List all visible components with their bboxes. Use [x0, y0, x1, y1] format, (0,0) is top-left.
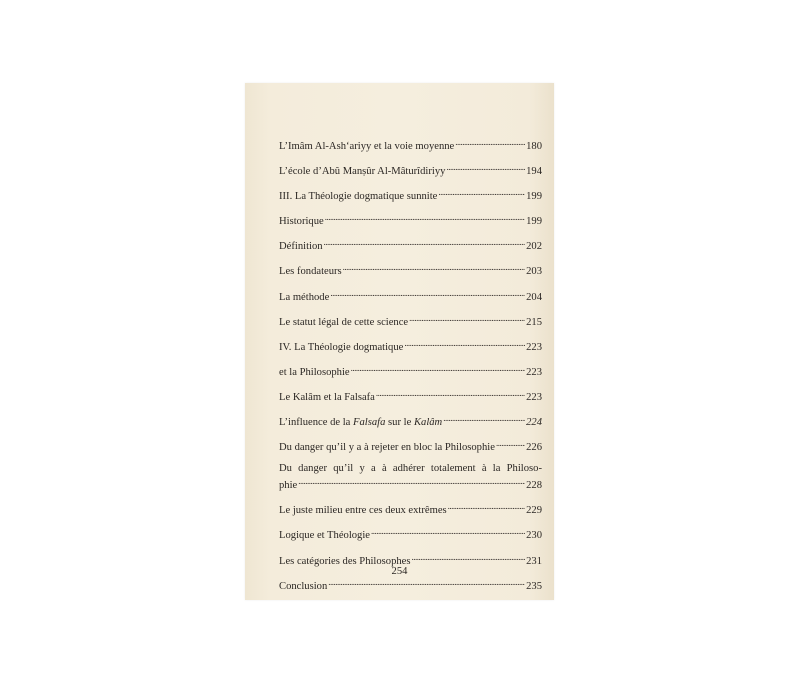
dot-leader — [298, 475, 525, 488]
dot-leader — [343, 261, 525, 274]
toc-entry-page: 180 — [526, 141, 542, 152]
toc-entry-label-line2: phie — [279, 480, 298, 492]
toc-entry-label — [279, 416, 442, 429]
book-page — [245, 83, 554, 600]
toc-entry-danger-adherer — [279, 462, 542, 492]
toc-entry — [279, 337, 542, 354]
dot-leader — [404, 337, 525, 350]
toc-entry-page: 235 — [526, 580, 542, 592]
dot-leader — [446, 161, 525, 174]
toc-entry — [279, 186, 542, 203]
toc-entry-label: IV. La Théologie dogmatique — [279, 341, 404, 353]
toc-entry-label: III. La Théologie dogmatique sunnite — [279, 191, 438, 203]
toc-entry-label: L’Imâm Al-Ash‘ariyy et la voie moyenne — [279, 141, 455, 152]
toc-entry-label: Le juste milieu entre ces deux extrêmes — [279, 505, 447, 517]
toc-entry-label: Définition — [279, 241, 323, 253]
dot-leader — [330, 287, 525, 300]
toc-entry-label: Les catégories des Philosophes — [279, 555, 411, 567]
toc-entry-label: Historique — [279, 216, 324, 228]
page-number: 254 — [391, 566, 408, 577]
dot-leader — [325, 211, 525, 224]
toc-entry-label: Le statut légal de cette science — [279, 316, 409, 328]
toc-entry-label: Le Kalâm et la Falsafa — [279, 391, 375, 403]
dot-leader — [324, 236, 526, 249]
toc-entry — [279, 576, 542, 593]
table-of-contents — [279, 136, 542, 601]
toc-entry-label: Logique et Théologie — [279, 530, 371, 542]
toc-entry-label: et la Philosophie — [279, 366, 350, 378]
dot-leader — [409, 312, 525, 325]
toc-entry-page: 224 — [526, 417, 542, 429]
dot-leader — [455, 136, 525, 149]
toc-entry-label: Les fondateurs — [279, 266, 342, 278]
dot-leader — [448, 500, 525, 513]
toc-entry — [279, 136, 542, 153]
dot-leader — [376, 387, 525, 400]
toc-entry — [279, 500, 542, 517]
toc-entry — [279, 312, 542, 329]
toc-entry-page: 194 — [526, 166, 542, 178]
label-part: L’influence de la — [279, 417, 354, 429]
toc-entry — [279, 236, 542, 253]
toc-entry-influence — [279, 412, 542, 429]
toc-entry — [279, 261, 542, 278]
label-part-italic: Falsafa — [353, 417, 386, 429]
dot-leader — [371, 525, 525, 538]
toc-entry — [279, 287, 542, 304]
toc-entry-page: 223 — [526, 391, 542, 403]
toc-entry — [279, 161, 542, 178]
toc-entry — [279, 551, 542, 568]
toc-entry-label: Du danger qu’il y a à rejeter en bloc la Philosophie — [279, 442, 495, 454]
toc-entry-line2 — [279, 475, 542, 492]
toc-entry-page: 223 — [526, 366, 542, 378]
toc-entry-page: 226 — [526, 442, 542, 454]
toc-entry-page: 199 — [526, 216, 542, 228]
toc-entry — [279, 362, 542, 379]
toc-entry-label: L’école d’Abû Manṣûr Al-Mâturîdiriyy — [279, 166, 446, 178]
toc-entry-label-line1: Du danger qu’il y a à adhérer totalement à la Philoso- — [279, 463, 542, 475]
label-part-italic: Kalâm — [413, 417, 443, 429]
toc-entry-label: La méthode — [279, 291, 330, 303]
toc-entry-page: 203 — [526, 266, 542, 278]
dot-leader — [351, 362, 525, 375]
toc-entry-page: 228 — [526, 480, 542, 492]
toc-entry — [279, 525, 542, 542]
label-part: sur le — [385, 417, 414, 429]
toc-entry-page: 230 — [526, 530, 542, 542]
dot-leader — [412, 551, 526, 564]
toc-entry-page: 229 — [526, 505, 542, 517]
toc-entry-label: Conclusion — [279, 580, 328, 592]
toc-entry-danger-rejeter — [279, 437, 542, 454]
dot-leader — [496, 437, 525, 450]
toc-entry-page: 204 — [526, 291, 542, 303]
dot-leader — [438, 186, 525, 199]
dot-leader — [328, 576, 525, 589]
toc-entry-page: 231 — [526, 555, 542, 567]
toc-entry-page: 223 — [526, 341, 542, 353]
toc-entry — [279, 211, 542, 228]
toc-entry — [279, 387, 542, 404]
toc-entry-page: 199 — [526, 191, 542, 203]
toc-entry-page: 215 — [526, 316, 542, 328]
toc-entry-page: 202 — [526, 241, 542, 253]
dot-leader — [443, 412, 525, 425]
